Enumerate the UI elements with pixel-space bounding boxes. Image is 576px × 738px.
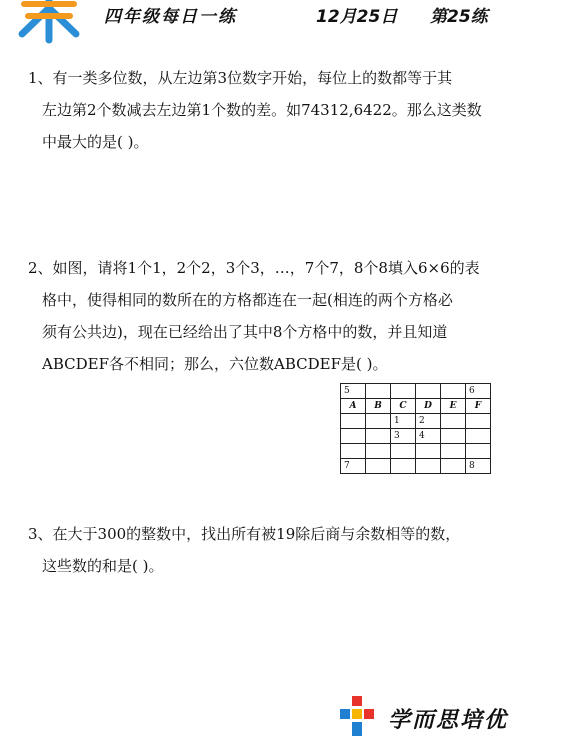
grid-row	[341, 384, 491, 399]
grid-cell	[391, 444, 416, 459]
question-line: 1、有一类多位数，从左边第3位数字开始，每位上的数都等于其	[28, 69, 453, 87]
grid-cell	[366, 459, 391, 474]
grid-cell: 5	[341, 384, 366, 399]
grid-cell	[441, 384, 466, 399]
header-exercise-number: 第25练	[430, 7, 488, 27]
grid-cell	[416, 444, 441, 459]
grid-cell	[466, 429, 491, 444]
grid-cell	[341, 444, 366, 459]
grid-row	[341, 444, 491, 459]
grid-cell-letter: A	[341, 399, 366, 414]
grid-row	[341, 399, 491, 414]
grid-cell	[441, 459, 466, 474]
header-title: 四年级每日一练	[104, 7, 237, 27]
grid-cell	[441, 414, 466, 429]
brand-logo-icon	[340, 696, 374, 736]
grid-row	[341, 414, 491, 429]
grid-cell	[341, 429, 366, 444]
grid-cell	[391, 384, 416, 399]
grid-cell	[466, 414, 491, 429]
grid-cell-letter: E	[441, 399, 466, 414]
grid-cell: 6	[466, 384, 491, 399]
grid-cell	[466, 444, 491, 459]
grid-cell-letter: D	[416, 399, 441, 414]
grid-cell	[366, 414, 391, 429]
grid-cell	[366, 384, 391, 399]
grid-cell	[366, 429, 391, 444]
question-line: 2、如图，请将1个1，2个2，3个3，…，7个7，8个8填入6×6的表	[28, 259, 480, 277]
grid-cell	[441, 429, 466, 444]
question-line: 格中，使得相同的数所在的方格都连在一起(相连的两个方格必	[42, 291, 453, 309]
question-3	[28, 518, 460, 582]
puzzle-grid	[340, 383, 491, 474]
question-line: 3、在大于300的整数中，找出所有被19除后商与余数相等的数，	[28, 525, 461, 543]
question-line: 左边第2个数减去左边第1个数的差。如74312,6422。那么这类数	[42, 101, 482, 119]
grid-cell	[391, 459, 416, 474]
header-date: 12月25日	[316, 7, 398, 27]
question-1	[28, 62, 482, 158]
grid-row	[341, 429, 491, 444]
page-header	[104, 2, 544, 26]
grid-cell	[416, 459, 441, 474]
grid-cell	[416, 384, 441, 399]
grid-cell: 7	[341, 459, 366, 474]
grid-cell	[341, 414, 366, 429]
question-line: 这些数的和是( )。	[42, 557, 164, 575]
grid-cell-letter: B	[366, 399, 391, 414]
school-logo-icon	[14, 0, 84, 44]
grid-cell: 2	[416, 414, 441, 429]
question-2	[28, 252, 480, 380]
brand-name: 学而思培优	[388, 708, 509, 733]
question-line: 须有公共边)，现在已经给出了其中8个方格中的数，并且知道	[42, 323, 448, 341]
grid-cell-letter: F	[466, 399, 491, 414]
question-line: 中最大的是( )。	[42, 133, 149, 151]
grid-cell	[366, 444, 391, 459]
grid-cell: 3	[391, 429, 416, 444]
grid-row	[341, 459, 491, 474]
grid-cell: 4	[416, 429, 441, 444]
grid-cell	[441, 444, 466, 459]
grid-cell: 8	[466, 459, 491, 474]
question-line: ABCDEF各不相同；那么，六位数ABCDEF是( )。	[42, 355, 388, 373]
grid-cell: 1	[391, 414, 416, 429]
grid-cell-letter: C	[391, 399, 416, 414]
